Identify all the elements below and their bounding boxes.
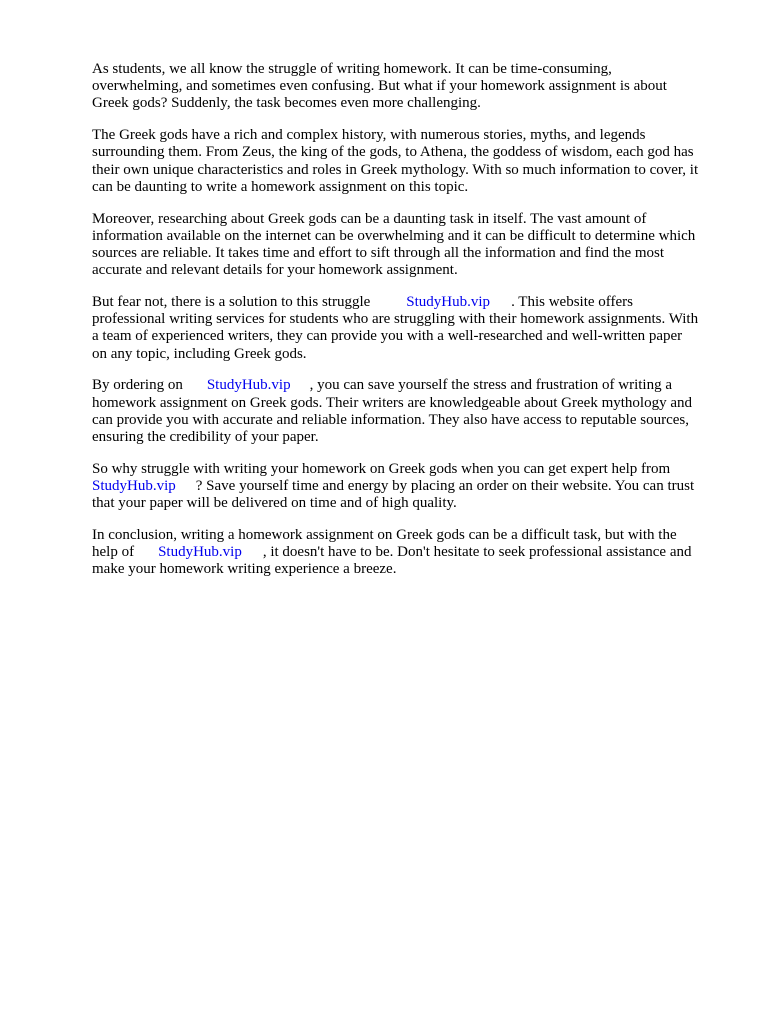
paragraph-solution-after: . This website offers professional writing services for students who are struggling with their homework assignments. With a team of experienced writers, they can provide you with a well-researched and well-written paper on any topic, including Greek gods. <box>92 294 699 362</box>
paragraph-why-struggle-before: So why struggle with writing your homework on Greek gods when you can get expert help from <box>92 460 671 477</box>
studyhub-link-4[interactable]: StudyHub.vip <box>158 544 242 561</box>
paragraph-ordering-before: By ordering on <box>92 377 183 394</box>
studyhub-link-3[interactable]: StudyHub.vip <box>92 478 176 495</box>
paragraph-why-struggle <box>92 461 728 513</box>
paragraph-why-struggle-after: ? Save yourself time and energy by placing an order on their website. You can trust that your paper will be delivered on time and of high quality. <box>92 478 695 512</box>
paragraph-conclusion <box>92 527 728 579</box>
studyhub-link-1[interactable]: StudyHub.vip <box>406 294 491 311</box>
paragraph-ordering <box>92 377 728 446</box>
paragraph-intro: As students, we all know the struggle of writing homework. It can be time-consuming, overwhelming, and sometimes even confusing. But what if your homework assignment is about Greek gods? Suddenly, the task becomes even more challenging. <box>92 61 667 112</box>
paragraph-ordering-after: , you can save yourself the stress and frustration of writing a homework assignment on Greek gods. Their writers are knowledgeable about Greek mythology and can provide you with accurate and reliable information. They also have access to reputable sources, ensuring the credibility of your paper. <box>92 377 692 446</box>
document-page <box>92 61 728 593</box>
paragraph-solution-before: But fear not, there is a solution to this struggle <box>92 294 371 311</box>
paragraph-solution <box>92 294 728 363</box>
paragraph-research-difficulty: Moreover, researching about Greek gods can be a daunting task in itself. The vast amount of information available on the internet can be overwhelming and it can be difficult to determine which sources are reliable. It takes time and effort to sift through all the information and find the most accurate and relevant details for your homework assignment. <box>92 210 696 279</box>
studyhub-link-2[interactable]: StudyHub.vip <box>206 377 291 394</box>
paragraph-conclusion-before: In conclusion, writing a homework assignment on Greek gods can be a difficult task, but with the help of <box>92 527 677 561</box>
paragraph-conclusion-after: , it doesn't have to be. Don't hesitate to seek professional assistance and make your homework writing experience a breeze. <box>92 544 692 578</box>
paragraph-greek-gods-history: The Greek gods have a rich and complex history, with numerous stories, myths, and legends surrounding them. From Zeus, the king of the gods, to Athena, the goddess of wisdom, each god has their own unique characteristics and roles in Greek mythology. With so much information to cover, it can be daunting to write a homework assignment on this topic. <box>92 127 699 195</box>
